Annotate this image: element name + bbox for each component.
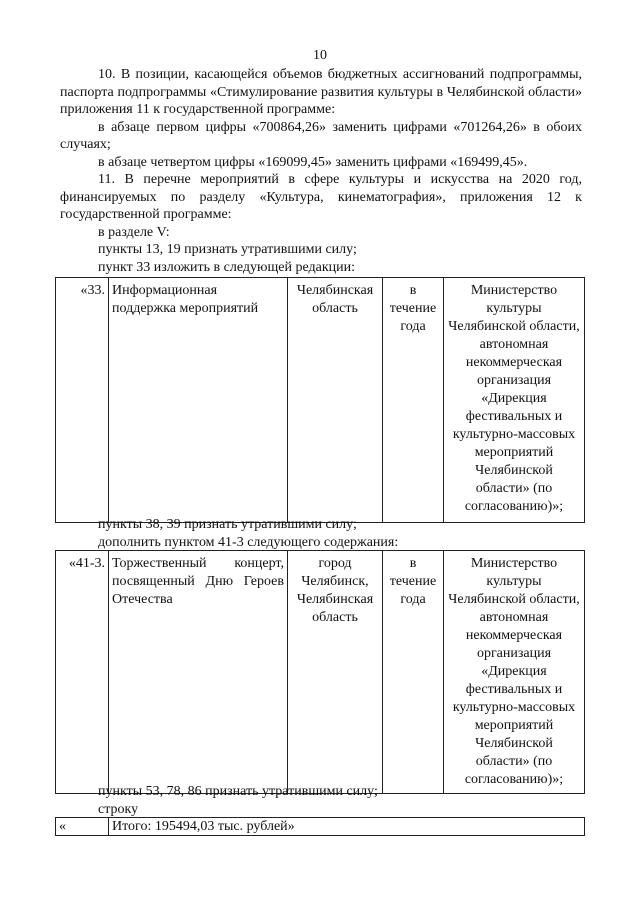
total-mark: « [56, 818, 109, 836]
top-text [60, 66, 582, 276]
total-text: Итого: 195494,03 тыс. рублей» [109, 818, 585, 836]
item-place: Челябинская область [288, 278, 383, 523]
paragraph: пункты 38, 39 признать утратившими силу; [98, 517, 357, 532]
total-row-table [55, 817, 585, 836]
paragraph: пункт 33 изложить в следующей редакции: [98, 259, 355, 275]
item-name: Торжественный концерт, посвященный Дню Героев Отечества [109, 551, 288, 794]
item-place: город Челябинск, Челябинская область [288, 551, 383, 794]
item-executor: Министерство культуры Челябинской области, автономная некоммерческая организация «Дирекция фестивальных и культурно-массовых мероприятий Челябинской области» (по согласованию)»; [444, 551, 585, 794]
paragraph: пункты 13, 19 признать утратившими силу; [98, 242, 357, 257]
item-term: в течение года [383, 551, 444, 794]
table-item-33 [55, 277, 585, 523]
table-row [56, 818, 585, 836]
item-executor: Министерство культуры Челябинской области, автономная некоммерческая организация «Дирекция фестивальных и культурно-массовых мероприятий Челябинской области» (по согласованию)»; [444, 278, 585, 523]
paragraph: в разделе V: [98, 224, 170, 240]
table-row [56, 551, 585, 794]
item-name: Информационная поддержка мероприятий [109, 278, 288, 523]
page-number: 10 [313, 48, 327, 63]
paragraph: пункты 53, 78, 86 признать утратившими силу; [98, 784, 378, 799]
paragraph: 11. В перечне мероприятий в сфере культуры и искусства на 2020 год, финансируемых по разделу «Культура, кинематография», приложения 12 к государственной программе: [60, 172, 582, 222]
bottom-text [60, 783, 582, 818]
item-number: «41-3. [56, 551, 109, 794]
paragraph: в абзаце первом цифры «700864,26» заменить цифрами «701264,26» в обоих случаях; [60, 119, 582, 152]
paragraph: в абзаце четвертом цифры «169099,45» заменить цифрами «169499,45». [98, 154, 528, 170]
item-number: «33. [56, 278, 109, 523]
table-item-41-3 [55, 550, 585, 794]
paragraph: строку [98, 801, 139, 817]
table-row [56, 278, 585, 523]
paragraph: 10. В позиции, касающейся объемов бюджетных ассигнований подпрограммы, паспорта подпрограммы «Стимулирование развития культуры в Челябинской области» приложения 11 к государственной программе: [60, 67, 582, 117]
item-term: в течение года [383, 278, 444, 523]
mid-text [60, 516, 582, 551]
paragraph: дополнить пунктом 41-3 следующего содержания: [98, 534, 399, 550]
